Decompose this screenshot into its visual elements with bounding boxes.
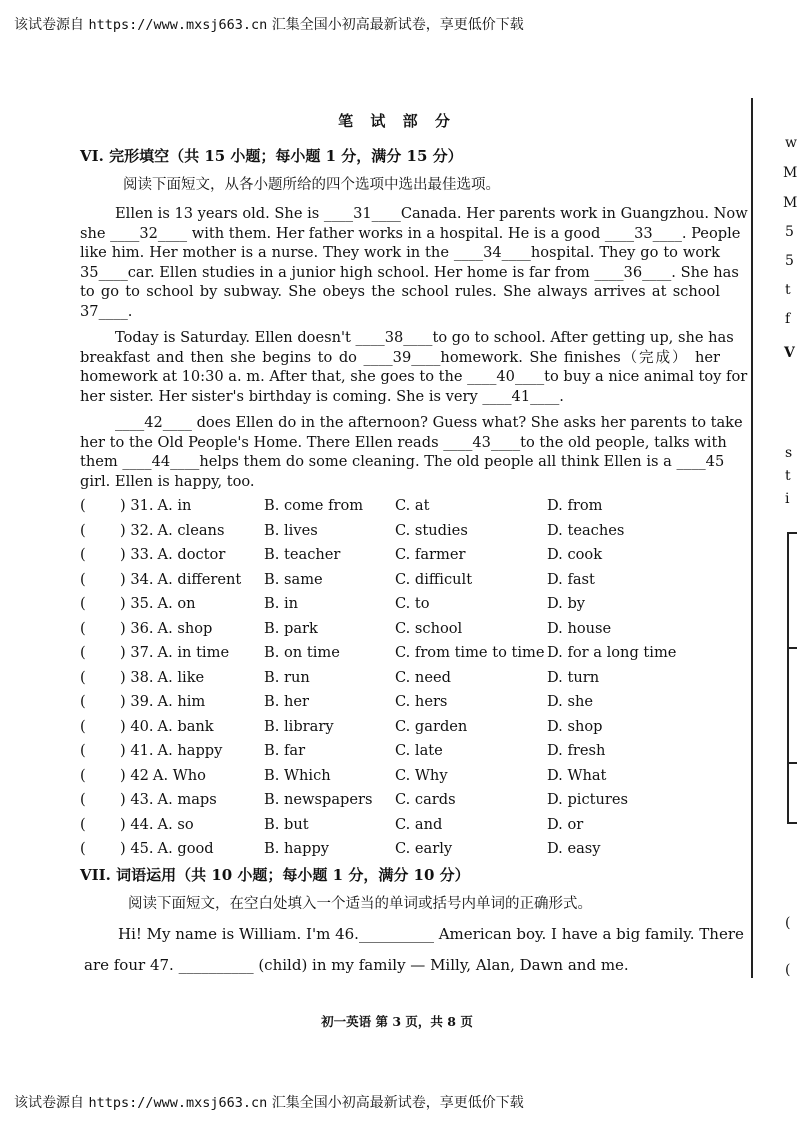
banner-url[interactable]: https://www.mxsj663.cn [88, 1095, 268, 1111]
option-row [80, 742, 730, 767]
option-a-text: A. happy [157, 742, 223, 759]
question-number: ) 44. [120, 815, 154, 833]
next-page-table-edge [787, 532, 797, 649]
option-a-text: A. bank [157, 717, 214, 735]
option-c: C. hers [395, 693, 448, 710]
option-a [120, 620, 212, 637]
page-title: 笔 试 部 分 [338, 112, 456, 130]
next-page-edge-char: s [785, 445, 793, 461]
option-d: D. from [547, 497, 603, 514]
question-number: ) 32. [120, 521, 154, 539]
answer-paren[interactable]: ( [80, 791, 86, 808]
answer-paren[interactable]: ( [80, 644, 86, 661]
passage-line: girl. Ellen is happy, too. [80, 472, 255, 490]
passage-line: to go to school by subway. She obeys the school rules. She always arrives at school [80, 283, 720, 300]
passage-line: 35____car. Ellen studies in a junior high school. Her home is far from ____36____. She has [80, 263, 739, 281]
next-page-table-edge [787, 762, 797, 824]
option-c: C. at [395, 497, 430, 514]
option-c: C. Why [395, 766, 448, 784]
option-b: B. Which [264, 766, 331, 784]
option-d: D. pictures [547, 791, 629, 808]
answer-paren[interactable]: ( [80, 619, 86, 637]
option-a [120, 595, 196, 612]
option-c: C. difficult [395, 570, 473, 588]
banner-suffix: 汇集全国小初高最新试卷，享更低价下载 [271, 1095, 524, 1111]
next-page-edge-char: V [784, 345, 795, 361]
option-b: B. on time [264, 644, 340, 661]
option-b: B. far [264, 742, 306, 759]
option-d: D. by [547, 595, 586, 612]
passage-line: homework at 10:30 a. m. After that, she goes to the ____40____to buy a nice animal toy for [80, 368, 748, 385]
option-a [120, 742, 222, 759]
option-b: B. run [264, 668, 310, 686]
option-c: C. farmer [395, 546, 466, 563]
banner-prefix: 该试卷源自 [14, 17, 84, 33]
option-row [80, 497, 730, 522]
next-page-edge-char: M [783, 165, 797, 181]
passage-line: she ____32____ with them. Her father works in a hospital. He is a good ____33____. People [80, 224, 741, 242]
option-a-text: A. cleans [157, 521, 225, 539]
question-number: ) 39. [120, 693, 154, 710]
option-row [80, 595, 730, 620]
option-row [80, 546, 730, 571]
answer-paren[interactable]: ( [80, 766, 86, 784]
option-row [80, 669, 730, 694]
answer-paren[interactable]: ( [80, 815, 86, 833]
next-page-table-edge [787, 647, 797, 764]
option-a-text: A. in time [157, 644, 230, 661]
option-b: B. lives [264, 521, 318, 539]
option-row [80, 620, 730, 645]
options-list [80, 497, 730, 865]
question-number: ) 40. [120, 717, 154, 735]
option-b: B. come from [264, 497, 364, 514]
option-a [120, 791, 217, 808]
next-page-edge-char: M [783, 195, 797, 211]
option-b: B. park [264, 619, 318, 637]
answer-paren[interactable]: ( [80, 570, 86, 588]
option-a [120, 669, 204, 686]
option-b: B. but [264, 815, 309, 833]
option-a [120, 816, 194, 833]
option-b: B. happy [264, 840, 330, 857]
question-number: ) 41. [120, 742, 154, 759]
option-a [120, 718, 214, 735]
question-number: ) 36. [120, 619, 154, 637]
option-a [120, 546, 225, 563]
option-b: B. library [264, 717, 334, 735]
option-b: B. her [264, 693, 310, 710]
option-b: B. teacher [264, 546, 341, 563]
option-c: C. and [395, 815, 443, 833]
section7-heading: VII. 词语运用（共 10 小题；每小题 1 分，满分 10 分） [80, 866, 470, 884]
question-number: ) 38. [120, 668, 154, 686]
passage-line: Today is Saturday. Ellen doesn't ____38____to go to school. After getting up, she has [115, 329, 734, 346]
option-a-text: A. different [157, 570, 242, 588]
option-a [120, 767, 206, 784]
section6-instruction: 阅读下面短文，从各小题所给的四个选项中选出最佳选项。 [123, 177, 500, 193]
next-page-edge-char: f [785, 311, 791, 327]
option-row [80, 718, 730, 743]
option-a [120, 522, 224, 539]
question-number: ) 35. [120, 595, 154, 612]
option-a-text: A. good [157, 840, 214, 857]
answer-paren[interactable]: ( [80, 595, 86, 612]
next-page-edge-char: 5 [785, 224, 794, 240]
answer-paren[interactable]: ( [80, 497, 86, 514]
next-page-edge-char: i [785, 491, 790, 507]
option-row [80, 693, 730, 718]
answer-paren[interactable]: ( [80, 742, 86, 759]
option-a-text: A. doctor [157, 546, 226, 563]
option-d: D. easy [547, 840, 601, 857]
option-d: D. fresh [547, 742, 606, 759]
option-d: D. turn [547, 668, 600, 686]
next-page-edge-char: ( [785, 962, 791, 978]
option-d: D. cook [547, 546, 603, 563]
answer-paren[interactable]: ( [80, 717, 86, 735]
option-row [80, 816, 730, 841]
option-row [80, 522, 730, 547]
page-footer: 初一英语 第 3 页，共 8 页 [321, 1014, 473, 1029]
section7-line-2: are four 47. __________ (child) in my family — Milly, Alan, Dawn and me. [84, 956, 629, 974]
option-a-text: A. Who [152, 766, 206, 784]
passage-line: ____42____ does Ellen do in the afternoon? Guess what? She asks her parents to take [115, 414, 743, 431]
question-number: ) 45. [120, 840, 154, 857]
passage-line: like him. Her mother is a nurse. They work in the ____34____hospital. They go to work [80, 244, 720, 261]
option-a [120, 571, 241, 588]
question-number: ) 33. [120, 546, 154, 563]
answer-paren[interactable]: ( [80, 693, 86, 710]
option-a [120, 840, 214, 857]
passage-line: her to the Old People's Home. There Ellen reads ____43____to the old people, talks with [80, 433, 727, 451]
option-a-text: A. shop [157, 619, 213, 637]
answer-paren[interactable]: ( [80, 668, 86, 686]
passage-paragraph-1 [80, 204, 748, 321]
passage-line: breakfast and then she begins to do ____39____homework. She finishes（完成） her [80, 348, 720, 366]
passage-line: them ____44____helps them do some cleaning. The old people all think Ellen is a ____45 [80, 453, 725, 470]
source-banner-bottom [14, 1092, 524, 1112]
option-c: C. cards [395, 791, 456, 808]
option-row [80, 791, 730, 816]
passage-line: 37____. [80, 302, 133, 320]
answer-paren[interactable]: ( [80, 840, 86, 857]
next-page-edge-char: w [785, 135, 797, 151]
page-divider [751, 98, 753, 978]
option-d: D. shop [547, 717, 603, 735]
option-a [120, 644, 229, 661]
source-banner-top [14, 14, 524, 34]
banner-suffix: 汇集全国小初高最新试卷，享更低价下载 [271, 17, 524, 33]
option-c: C. early [395, 840, 453, 857]
option-d: D. house [547, 619, 612, 637]
question-number: ) 37. [120, 644, 154, 661]
option-a [120, 693, 205, 710]
question-number: ) 43. [120, 791, 154, 808]
option-b: B. in [264, 595, 299, 612]
option-row [80, 644, 730, 669]
option-b: B. same [264, 570, 323, 588]
option-c: C. late [395, 742, 443, 759]
section6-heading: VI. 完形填空（共 15 小题；每小题 1 分，满分 15 分） [80, 147, 463, 165]
option-c: C. studies [395, 521, 468, 539]
option-d: D. fast [547, 570, 595, 588]
banner-url[interactable]: https://www.mxsj663.cn [88, 17, 268, 33]
next-page-edge-char: t [785, 282, 791, 298]
option-c: C. need [395, 668, 451, 686]
option-d: D. she [547, 693, 593, 710]
passage-line: Ellen is 13 years old. She is ____31____Canada. Her parents work in Guangzhou. Now [115, 205, 748, 222]
option-a-text: A. him [157, 693, 206, 710]
question-number: ) 34. [120, 570, 154, 588]
option-a-text: A. in [157, 497, 192, 514]
option-c: C. garden [395, 717, 468, 735]
option-d: D. teaches [547, 521, 625, 539]
section7-line-1: Hi! My name is William. I'm 46.__________ American boy. I have a big family. There [118, 925, 744, 943]
option-a-text: A. on [157, 595, 196, 612]
option-b: B. newspapers [264, 791, 373, 808]
section7-instruction: 阅读下面短文，在空白处填入一个适当的单词或括号内单词的正确形式。 [128, 896, 592, 912]
option-c: C. to [395, 595, 430, 612]
answer-paren[interactable]: ( [80, 521, 86, 539]
passage-paragraph-3 [80, 413, 743, 491]
option-row [80, 767, 730, 792]
option-a-text: A. like [157, 668, 205, 686]
option-row [80, 571, 730, 596]
answer-paren[interactable]: ( [80, 546, 86, 563]
question-number: ) 31. [120, 497, 154, 514]
question-number: ) 42 [120, 766, 149, 784]
passage-line: her sister. Her sister's birthday is coming. She is very ____41____. [80, 387, 564, 405]
next-page-edge-char: 5 [785, 253, 794, 269]
option-d: D. or [547, 815, 584, 833]
passage-paragraph-2 [80, 328, 748, 406]
option-c: C. from time to time [395, 644, 545, 661]
next-page-edge-char: ( [785, 915, 791, 931]
option-a-text: A. so [157, 815, 194, 833]
option-a [120, 497, 191, 514]
option-row [80, 840, 730, 865]
banner-prefix: 该试卷源自 [14, 1095, 84, 1111]
next-page-edge-char: t [785, 468, 791, 484]
option-d: D. What [547, 766, 607, 784]
option-d: D. for a long time [547, 644, 677, 661]
option-a-text: A. maps [157, 791, 217, 808]
option-c: C. school [395, 619, 463, 637]
